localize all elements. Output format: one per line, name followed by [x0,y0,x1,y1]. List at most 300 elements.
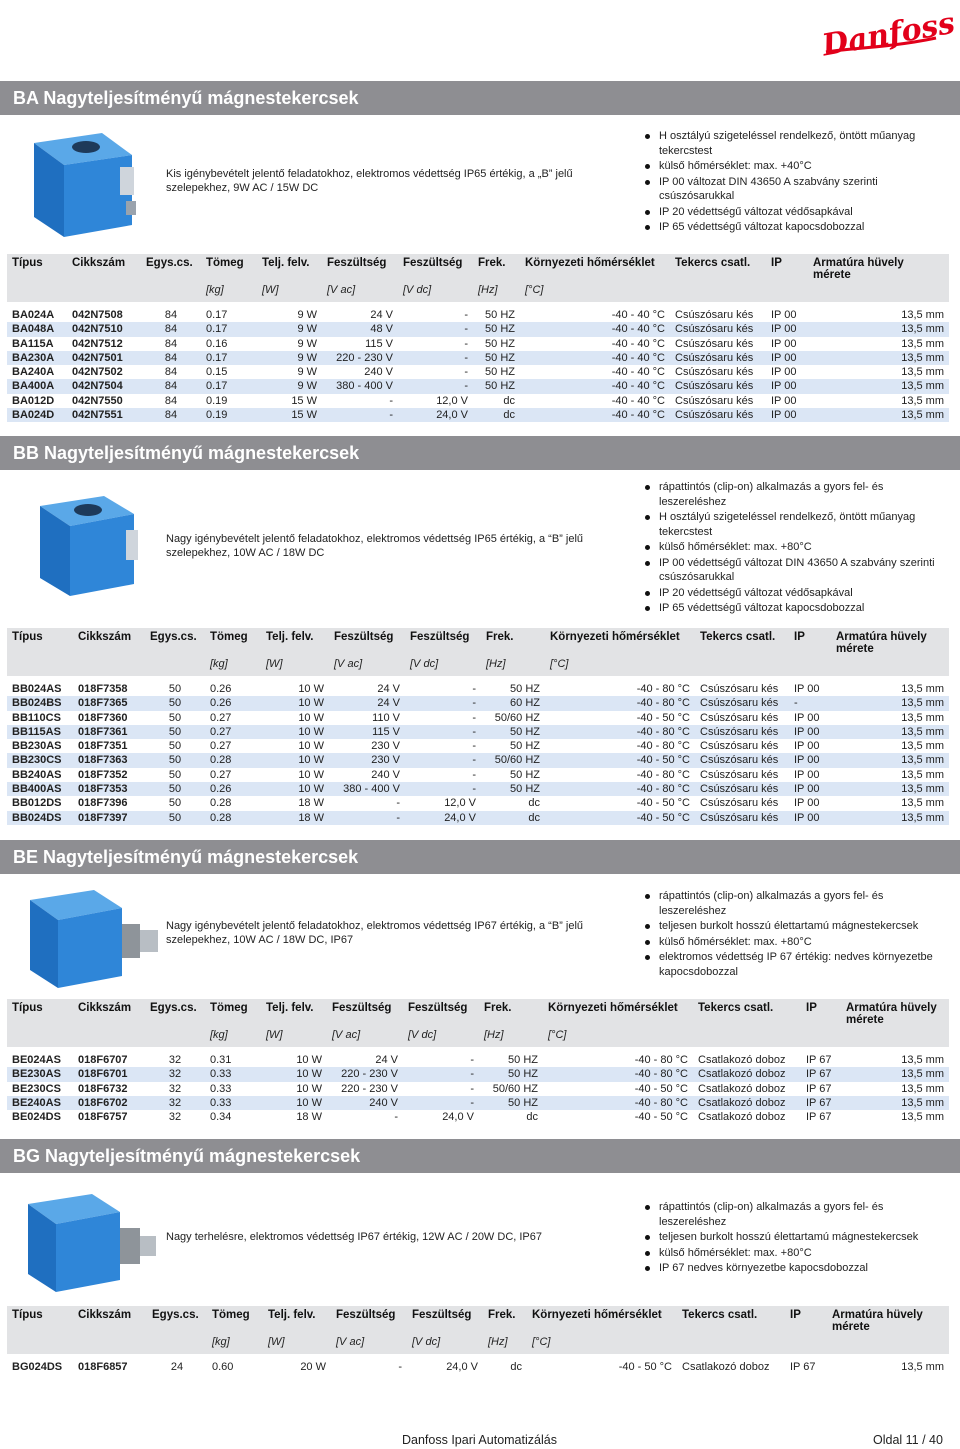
cell-armature-size: 13,5 mm [831,725,949,739]
cell-coil-connection: Csúszósaru kés [670,351,766,365]
cell-code: 018F7352 [73,768,145,782]
column-header-freq: Frek. [473,254,520,282]
unit-pack [145,1027,205,1047]
cell-coil-connection: Csúszósaru kés [695,711,789,725]
feature-item: rápattintós (clip-on) alkalmazás a gyors fel- és leszereléshez [644,1200,944,1229]
cell-voltage-ac: - [331,1360,407,1374]
cell-freq: 50/60 HZ [481,711,545,725]
cell-type: BB024BS [7,696,73,710]
unit-ambient-temp: [°C] [545,656,695,676]
feature-item: H osztályú szigeteléssel rendelkező, öntött műanyag tekercstest [644,510,944,539]
cell-power: 10 W [261,768,329,782]
cell-freq: 50 HZ [473,337,520,351]
cell-voltage-dc: - [405,782,481,796]
cell-type: BB115AS [7,725,73,739]
cell-power: 10 W [261,1096,327,1110]
cell-ambient-temp: -40 - 80 °C [543,1053,693,1067]
cell-coil-connection: Csatlakozó doboz [693,1110,801,1124]
cell-code: 018F7397 [73,811,145,825]
cell-code: 042N7510 [67,322,141,336]
cell-voltage-dc: - [403,1067,479,1081]
cell-coil-connection: Csúszósaru kés [670,408,766,422]
unit-type [7,656,73,676]
cell-code: 018F6732 [73,1082,145,1096]
cell-freq: 50 HZ [481,725,545,739]
cell-pack: 50 [145,768,205,782]
cell-armature-size: 13,5 mm [831,753,949,767]
table-row [7,682,949,696]
cell-ip: IP 67 [801,1067,841,1081]
cell-power: 10 W [261,782,329,796]
cell-coil-connection: Csúszósaru kés [670,379,766,393]
column-header-ambient-temp: Környezeti hőmérséklet [543,999,693,1027]
cell-ambient-temp: -40 - 50 °C [545,753,695,767]
cell-voltage-ac: 230 V [329,753,405,767]
cell-coil-connection: Csatlakozó doboz [693,1067,801,1081]
bb-feature-list [644,480,944,617]
cell-code: 042N7501 [67,351,141,365]
bb-coil-image [30,486,148,606]
ba-feature-list [644,129,944,236]
cell-power: 9 W [257,337,322,351]
cell-ambient-temp: -40 - 80 °C [543,1067,693,1081]
danfoss-logo [818,5,958,64]
unit-type [7,1334,73,1354]
unit-coil-connection [670,282,766,302]
column-header-armature-size: Armatúra hüvely mérete [831,628,949,656]
cell-voltage-dc: - [403,1082,479,1096]
table-header-row [7,1306,949,1334]
be-description: Nagy igénybevételt jelentő feladatokhoz, elektromos védettség IP67 értékig, a “B” jelű szelepekhez, 10W AC / 18W DC, IP67 [166,920,584,946]
unit-freq: [Hz] [481,656,545,676]
feature-item: teljesen burkolt hosszú élettartamú mágnestekercsek [644,1230,944,1245]
be-spec-table [7,999,949,1124]
cell-weight: 0.17 [201,379,257,393]
cell-voltage-ac: 230 V [329,739,405,753]
be-coil-image [22,884,162,994]
column-header-code: Cikkszám [73,1306,147,1334]
cell-freq: 50 HZ [481,739,545,753]
cell-coil-connection: Csúszósaru kés [695,782,789,796]
table-row [7,1110,949,1124]
cell-code: 018F7361 [73,725,145,739]
cell-voltage-ac: 115 V [329,725,405,739]
table-row [7,739,949,753]
cell-armature-size: 13,5 mm [841,1096,949,1110]
unit-power: [W] [261,1027,327,1047]
column-header-voltage-dc: Feszültség [407,1306,483,1334]
cell-armature-size: 13,5 mm [827,1360,949,1374]
column-header-coil-connection: Tekercs csatl. [695,628,789,656]
cell-voltage-dc: 24,0 V [407,1360,483,1374]
ba-coil-image [24,125,142,245]
cell-armature-size: 13,5 mm [831,768,949,782]
column-header-code: Cikkszám [73,628,145,656]
cell-pack: 32 [145,1053,205,1067]
cell-ip: IP 00 [789,811,831,825]
cell-power: 10 W [261,753,329,767]
cell-weight: 0.27 [205,739,261,753]
unit-ambient-temp: [°C] [543,1027,693,1047]
cell-code: 042N7508 [67,308,141,322]
cell-armature-size: 13,5 mm [831,796,949,810]
table-row [7,1053,949,1067]
unit-code [73,1027,145,1047]
cell-ip: IP 00 [766,379,808,393]
unit-code [73,1334,147,1354]
cell-freq: 50/60 HZ [481,753,545,767]
cell-coil-connection: Csúszósaru kés [670,308,766,322]
cell-freq: dc [481,811,545,825]
cell-type: BA048A [7,322,67,336]
cell-power: 10 W [261,1067,327,1081]
cell-armature-size: 13,5 mm [808,308,949,322]
footer-page-number: Oldal 11 / 40 [873,1433,943,1447]
column-header-ambient-temp: Környezeti hőmérséklet [545,628,695,656]
cell-power: 9 W [257,308,322,322]
cell-voltage-ac: 220 - 230 V [327,1082,403,1096]
column-header-code: Cikkszám [67,254,141,282]
cell-code: 018F6702 [73,1096,145,1110]
cell-voltage-dc: - [398,337,473,351]
column-header-ip: IP [789,628,831,656]
cell-armature-size: 13,5 mm [808,351,949,365]
cell-code: 018F7396 [73,796,145,810]
unit-voltage-dc: [V dc] [398,282,473,302]
unit-pack [145,656,205,676]
column-header-freq: Frek. [483,1306,527,1334]
cell-weight: 0.17 [201,308,257,322]
cell-ambient-temp: -40 - 80 °C [545,782,695,796]
cell-voltage-dc: - [403,1096,479,1110]
unit-power: [W] [263,1334,331,1354]
unit-code [73,656,145,676]
cell-voltage-ac: - [329,811,405,825]
cell-coil-connection: Csúszósaru kés [695,739,789,753]
cell-armature-size: 13,5 mm [831,811,949,825]
cell-pack: 32 [145,1110,205,1124]
cell-ambient-temp: -40 - 40 °C [520,337,670,351]
cell-pack: 50 [145,739,205,753]
feature-item: külső hőmérséklet: max. +80°C [644,540,944,555]
cell-armature-size: 13,5 mm [808,322,949,336]
cell-voltage-ac: 380 - 400 V [322,379,398,393]
cell-weight: 0.33 [205,1067,261,1081]
cell-voltage-ac: 24 V [322,308,398,322]
cell-code: 042N7502 [67,365,141,379]
column-header-voltage-ac: Feszültség [327,999,403,1027]
table-units-row [7,282,949,302]
column-header-weight: Tömeg [201,254,257,282]
cell-voltage-dc: 24,0 V [398,408,473,422]
column-header-code: Cikkszám [73,999,145,1027]
table-units-row [7,656,949,676]
cell-pack: 24 [147,1360,207,1374]
cell-voltage-dc: - [398,379,473,393]
cell-armature-size: 13,5 mm [841,1082,949,1096]
table-row [7,796,949,810]
unit-coil-connection [695,656,789,676]
feature-item: IP 20 védettségű változat védősapkával [644,205,944,220]
unit-power: [W] [257,282,322,302]
cell-weight: 0.33 [205,1082,261,1096]
footer-company: Danfoss Ipari Automatizálás [402,1433,557,1447]
column-header-pack: Egys.cs. [147,1306,207,1334]
cell-pack: 84 [141,322,201,336]
cell-type: BA230A [7,351,67,365]
unit-coil-connection [677,1334,785,1354]
table-row [7,711,949,725]
cell-voltage-ac: 24 V [329,682,405,696]
column-header-weight: Tömeg [205,999,261,1027]
cell-coil-connection: Csúszósaru kés [695,811,789,825]
cell-voltage-ac: 115 V [322,337,398,351]
table-header-row [7,254,949,282]
unit-code [67,282,141,302]
feature-item: IP 65 védettségű változat kapocsdobozzal [644,601,944,616]
cell-power: 18 W [261,1110,327,1124]
cell-type: BA115A [7,337,67,351]
cell-weight: 0.28 [205,753,261,767]
cell-ambient-temp: -40 - 80 °C [545,768,695,782]
unit-freq: [Hz] [473,282,520,302]
cell-code: 018F7363 [73,753,145,767]
cell-ip: IP 00 [789,739,831,753]
cell-voltage-ac: 24 V [329,696,405,710]
unit-weight: [kg] [207,1334,263,1354]
table-row [7,696,949,710]
cell-pack: 84 [141,408,201,422]
cell-voltage-ac: 380 - 400 V [329,782,405,796]
column-header-coil-connection: Tekercs csatl. [677,1306,785,1334]
cell-voltage-dc: - [403,1053,479,1067]
cell-weight: 0.26 [205,696,261,710]
cell-ip: IP 00 [766,322,808,336]
cell-armature-size: 13,5 mm [831,782,949,796]
danfoss-logo-text: Danfoss [819,5,958,64]
cell-type: BB230AS [7,739,73,753]
column-header-power: Telj. felv. [263,1306,331,1334]
cell-coil-connection: Csúszósaru kés [695,725,789,739]
cell-type: BB400AS [7,782,73,796]
cell-type: BA024D [7,408,67,422]
section-title-bb: BB Nagyteljesítményű mágnestekercsek [0,436,960,470]
table-row [7,811,949,825]
cell-freq: 50 HZ [473,379,520,393]
table-row [7,351,949,365]
unit-armature-size [808,282,949,302]
unit-voltage-dc: [V dc] [405,656,481,676]
cell-type: BB024AS [7,682,73,696]
unit-type [7,282,67,302]
cell-code: 018F7358 [73,682,145,696]
cell-voltage-dc: - [398,308,473,322]
cell-voltage-dc: - [405,739,481,753]
table-row [7,1082,949,1096]
cell-type: BB230CS [7,753,73,767]
column-header-voltage-ac: Feszültség [331,1306,407,1334]
cell-armature-size: 13,5 mm [808,379,949,393]
column-header-weight: Tömeg [205,628,261,656]
cell-ambient-temp: -40 - 50 °C [543,1110,693,1124]
cell-ambient-temp: -40 - 80 °C [545,682,695,696]
table-row [7,1360,949,1374]
cell-weight: 0.26 [205,782,261,796]
column-header-freq: Frek. [479,999,543,1027]
cell-code: 042N7550 [67,394,141,408]
cell-voltage-dc: 12,0 V [398,394,473,408]
cell-pack: 32 [145,1067,205,1081]
feature-item: IP 67 nedves környezetbe kapocsdobozzal [644,1261,944,1276]
cell-code: 018F7351 [73,739,145,753]
cell-voltage-dc: - [398,322,473,336]
cell-armature-size: 13,5 mm [831,682,949,696]
cell-code: 018F6757 [73,1110,145,1124]
feature-item: külső hőmérséklet: max. +40°C [644,159,944,174]
cell-weight: 0.28 [205,811,261,825]
cell-freq: 50 HZ [481,682,545,696]
cell-ambient-temp: -40 - 40 °C [520,365,670,379]
cell-type: BA012D [7,394,67,408]
cell-armature-size: 13,5 mm [841,1053,949,1067]
cell-freq: 50 HZ [479,1067,543,1081]
be-feature-list [644,889,944,980]
cell-code: 042N7504 [67,379,141,393]
cell-voltage-ac: - [329,796,405,810]
feature-item: rápattintós (clip-on) alkalmazás a gyors fel- és leszereléshez [644,480,944,509]
bg-spec-table [7,1306,949,1374]
cell-voltage-ac: - [322,394,398,408]
cell-voltage-dc: - [405,725,481,739]
cell-power: 10 W [261,1082,327,1096]
cell-pack: 84 [141,394,201,408]
cell-ip: - [789,696,831,710]
column-header-power: Telj. felv. [261,999,327,1027]
cell-coil-connection: Csúszósaru kés [695,682,789,696]
cell-freq: dc [473,408,520,422]
column-header-type: Típus [7,254,67,282]
unit-voltage-ac: [V ac] [322,282,398,302]
column-header-ip: IP [766,254,808,282]
table-row [7,1096,949,1110]
unit-voltage-ac: [V ac] [327,1027,403,1047]
cell-freq: 50 HZ [479,1053,543,1067]
cell-ip: IP 00 [789,796,831,810]
column-header-coil-connection: Tekercs csatl. [693,999,801,1027]
feature-item: H osztályú szigeteléssel rendelkező, öntött műanyag tekercstest [644,129,944,158]
cell-freq: 50 HZ [473,308,520,322]
cell-pack: 50 [145,682,205,696]
cell-armature-size: 13,5 mm [808,408,949,422]
cell-freq: dc [483,1360,527,1374]
cell-code: 018F7360 [73,711,145,725]
cell-freq: 50/60 HZ [479,1082,543,1096]
cell-weight: 0.16 [201,337,257,351]
cell-ip: IP 00 [789,768,831,782]
cell-voltage-ac: 24 V [327,1053,403,1067]
cell-ip: IP 00 [766,337,808,351]
cell-coil-connection: Csúszósaru kés [670,337,766,351]
cell-type: BE230CS [7,1082,73,1096]
unit-ip [785,1334,827,1354]
cell-weight: 0.27 [205,725,261,739]
table-row [7,408,949,422]
unit-coil-connection [693,1027,801,1047]
cell-pack: 84 [141,351,201,365]
cell-code: 042N7512 [67,337,141,351]
cell-ip: IP 00 [789,753,831,767]
cell-ambient-temp: -40 - 50 °C [545,811,695,825]
unit-weight: [kg] [205,656,261,676]
unit-pack [141,282,201,302]
bb-spec-table [7,628,949,825]
column-header-voltage-dc: Feszültség [403,999,479,1027]
cell-power: 10 W [261,739,329,753]
table-row [7,365,949,379]
cell-coil-connection: Csúszósaru kés [670,394,766,408]
unit-pack [147,1334,207,1354]
cell-voltage-ac: - [322,408,398,422]
cell-pack: 84 [141,379,201,393]
column-header-power: Telj. felv. [257,254,322,282]
cell-weight: 0.15 [201,365,257,379]
feature-item: IP 00 változat DIN 43650 A szabvány szerinti csúszósarukkal [644,175,944,204]
cell-voltage-ac: - [327,1110,403,1124]
cell-ambient-temp: -40 - 80 °C [543,1096,693,1110]
cell-ip: IP 00 [789,782,831,796]
cell-coil-connection: Csatlakozó doboz [693,1053,801,1067]
cell-ambient-temp: -40 - 50 °C [545,796,695,810]
cell-pack: 50 [145,725,205,739]
cell-power: 20 W [263,1360,331,1374]
cell-coil-connection: Csatlakozó doboz [677,1360,785,1374]
cell-power: 10 W [261,682,329,696]
cell-ambient-temp: -40 - 40 °C [520,394,670,408]
cell-pack: 32 [145,1082,205,1096]
cell-weight: 0.19 [201,408,257,422]
cell-freq: 50 HZ [481,782,545,796]
column-header-power: Telj. felv. [261,628,329,656]
bb-description: Nagy igénybevételt jelentő feladatokhoz, elektromos védettség IP65 értékig, a “B” jelű szelepekhez, 10W AC / 18W DC [166,533,584,559]
feature-item: teljesen burkolt hosszú élettartamú mágnestekercsek [644,919,944,934]
unit-power: [W] [261,656,329,676]
cell-ambient-temp: -40 - 40 °C [520,322,670,336]
cell-coil-connection: Csúszósaru kés [695,796,789,810]
cell-pack: 50 [145,696,205,710]
column-header-ambient-temp: Környezeti hőmérséklet [527,1306,677,1334]
cell-voltage-ac: 48 V [322,322,398,336]
cell-ip: IP 67 [801,1053,841,1067]
cell-ambient-temp: -40 - 50 °C [545,711,695,725]
cell-coil-connection: Csatlakozó doboz [693,1082,801,1096]
ba-description: Kis igénybevételt jelentő feladatokhoz, elektromos védettség IP65 értékig, a „B” jelű szelepekhez, 9W AC / 15W DC [166,168,573,194]
cell-ambient-temp: -40 - 40 °C [520,408,670,422]
cell-coil-connection: Csatlakozó doboz [693,1096,801,1110]
cell-power: 10 W [261,711,329,725]
cell-type: BA024A [7,308,67,322]
bg-feature-list [644,1200,944,1277]
table-units-row [7,1027,949,1047]
cell-power: 10 W [261,1053,327,1067]
cell-freq: 50 HZ [473,365,520,379]
cell-ip: IP 67 [801,1110,841,1124]
cell-power: 15 W [257,408,322,422]
cell-armature-size: 13,5 mm [831,711,949,725]
cell-code: 018F6707 [73,1053,145,1067]
cell-type: BE230AS [7,1067,73,1081]
feature-item: IP 00 védettségű változat DIN 43650 A szabvány szerinti csúszósarukkal [644,556,944,585]
column-header-armature-size: Armatúra hüvely mérete [827,1306,949,1334]
